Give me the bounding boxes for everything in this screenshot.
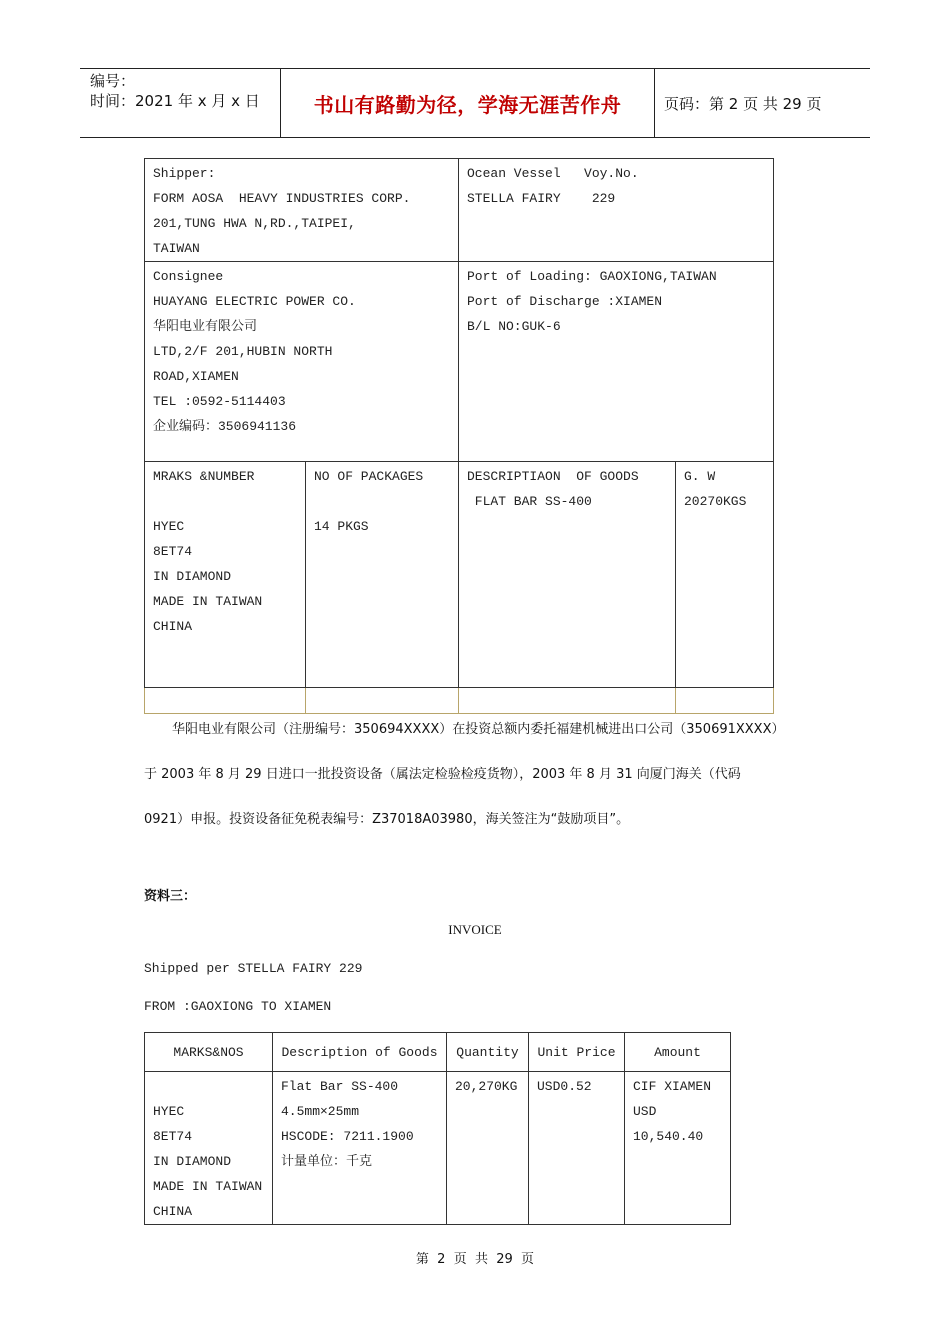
col-marks: MARKS&NOS — [145, 1033, 273, 1072]
paragraph-line-1: 华阳电业有限公司（注册编号：350694XXXX）在投资总额内委托福建机械进出口公司（350691XXXX） — [172, 722, 785, 737]
invoice-title: INVOICE — [448, 922, 502, 937]
gross-weight-cell: G. W 20270KGS — [676, 462, 774, 688]
invoice-unit-price: USD0.52 — [529, 1072, 625, 1225]
invoice-shipped: Shipped per STELLA FAIRY 229 — [144, 961, 363, 976]
consignee-cell: Consignee HUAYANG ELECTRIC POWER CO. 华阳电业有限公司 LTD,2/F 201,HUBIN NORTH ROAD,XIAMEN TEL :0592-5114403 企业编码：3506941136 — [145, 262, 459, 462]
vessel-cell: Ocean Vessel Voy.No. STELLA FAIRY 229 — [459, 159, 774, 262]
motto: 书山有路勤为径，学海无涯苦作舟 — [313, 92, 622, 117]
bill-of-lading-table — [144, 158, 774, 714]
invoice-description: Flat Bar SS-400 4.5mm×25mm HSCODE: 7211.1900 计量单位：千克 — [273, 1072, 447, 1225]
invoice-amount: CIF XIAMEN USD 10,540.40 — [625, 1072, 731, 1225]
col-unit-price: Unit Price — [529, 1033, 625, 1072]
paragraph-line-3: 0921）申报。投资设备征免税表编号：Z37018A03980，海关签注为“鼓励项目”。 — [144, 812, 630, 827]
header-meta — [90, 71, 260, 111]
marks-cell: MRAKS &NUMBER HYEC 8ET74 IN DIAMOND MADE IN TAIWAN CHINA — [145, 462, 306, 688]
packages-cell: NO OF PACKAGES 14 PKGS — [306, 462, 459, 688]
col-quantity: Quantity — [447, 1033, 529, 1072]
invoice-route: FROM :GAOXIONG TO XIAMEN — [144, 999, 332, 1014]
invoice-quantity: 20,270KG — [447, 1072, 529, 1225]
invoice-table — [144, 1032, 731, 1225]
ports-cell: Port of Loading: GAOXIONG,TAIWAN Port of Discharge :XIAMEN B/L NO:GUK-6 — [459, 262, 774, 462]
number-label: 编号： — [90, 72, 136, 90]
page-label: 页码：第 2 页 共 29 页 — [664, 95, 822, 113]
time-label: 时间：2021 年 x 月 x 日 — [90, 92, 260, 110]
col-amount: Amount — [625, 1033, 731, 1072]
section-heading: 资料三： — [144, 889, 197, 904]
description-cell: DESCRIPTIAON OF GOODS FLAT BAR SS-400 — [459, 462, 676, 688]
blank-row — [145, 688, 774, 714]
page-footer: 第 2 页 共 29 页 — [415, 1252, 535, 1267]
shipper-cell: Shipper: FORM AOSA HEAVY INDUSTRIES CORP. 201,TUNG HWA N,RD.,TAIPEI, TAIWAN — [145, 159, 459, 262]
invoice-marks: HYEC 8ET74 IN DIAMOND MADE IN TAIWAN CHINA — [145, 1072, 273, 1225]
paragraph-line-2: 于 2003 年 8 月 29 日进口一批投资设备（属法定检验检疫货物），2003 年 8 月 31 向厦门海关（代码 — [144, 767, 741, 782]
page-header — [80, 68, 870, 138]
col-description: Description of Goods — [273, 1033, 447, 1072]
